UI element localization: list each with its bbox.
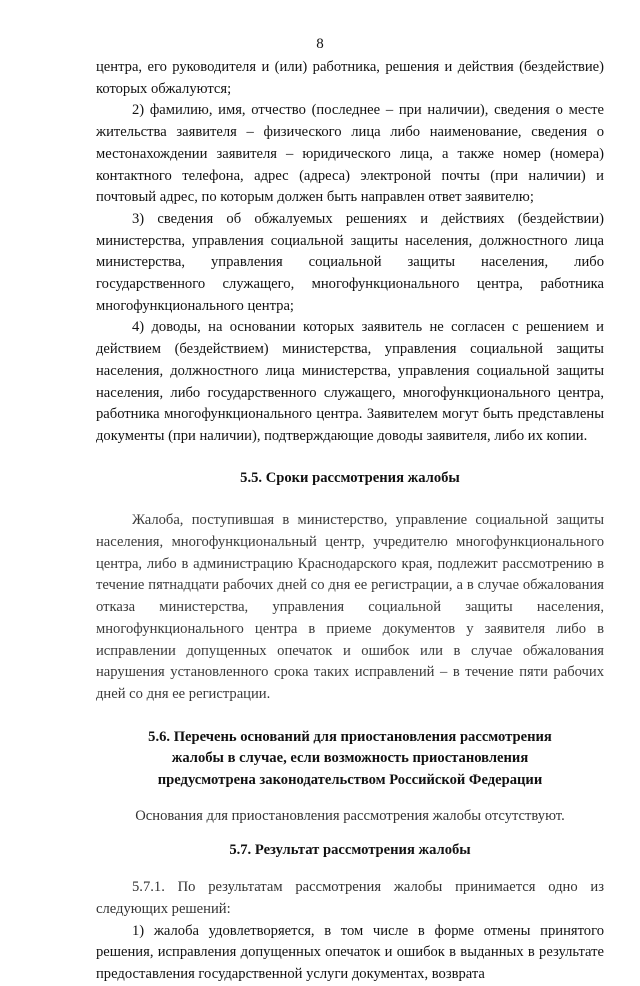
section-heading-5-6-line-1: 5.6. Перечень оснований для приостановления рассмотрения: [148, 728, 552, 745]
section-5-7-1-text: 5.7.1. По результатам рассмотрения жалобы принимается одно из следующих решений:: [96, 879, 604, 917]
paragraph-item-2: 2) фамилию, имя, отчество (последнее – при наличии), сведения о месте жительства заявителя – физического лица либо наименование, сведения о местонахождении заявителя – юридического лица, а также номер (номера) контактного телефона, адрес (адреса) электроной почты (при наличии) и почтовый адрес, по которым должен быть направлен ответ заявителю;: [96, 102, 604, 206]
paragraph-item-3: 3) сведения об обжалуемых решениях и действиях (бездействии) министерства, управления социальной защиты населения, должностного лица министерства, управления социальной защиты населения, либо государственного служащего, многофункционального центра, работника многофункционального центра;: [96, 210, 604, 314]
section-heading-5-6-line-3: предусмотрена законодательством Российской Федерации: [157, 772, 543, 789]
section-heading-5-6: [96, 727, 604, 792]
document-body: [96, 57, 604, 986]
section-5-5-text: Жалоба, поступившая в министерство, управление социальной защиты населения, многофункциональный центр, учредителю многофункционального центра, либо в администрацию Краснодарского края, подлежит рассмотрению в течение пятнадцати рабочих дней со дня ее регистрации, а в случае обжалования отказа министерства, управления социальной защиты населения, многофункционального центра в приеме документов у заявителя либо в исправлении допущенных опечаток и ошибок или в случае обжалования нарушения установленного срока таких исправлений – в течение пяти рабочих дней со дня ее регистрации.: [96, 512, 604, 702]
section-heading-5-7: 5.7. Результат рассмотрения жалобы: [229, 841, 471, 858]
paragraph-item-4: 4) доводы, на основании которых заявитель не согласен с решением и действием (бездействием) министерства, управления социальной защиты населения, должностного лица министерства, управления социальной защиты населения, либо государственного служащего, многофункционального центра, работника многофункционального центра. Заявителем могут быть представлены документы (при наличии), подтверждающие доводы заявителя, либо их копии.: [96, 319, 604, 444]
section-heading-5-6-line-2: жалобы в случае, если возможность приостановления: [171, 750, 529, 767]
section-heading-5-5: 5.5. Сроки рассмотрения жалобы: [240, 469, 460, 486]
section-5-7-item-1: 1) жалоба удовлетворяется, в том числе в форме отмены принятого решения, исправления допущенных опечаток и ошибок в выданных в результате предоставления государственной услуги документах, возврата: [96, 922, 604, 983]
section-5-6-text: Основания для приостановления рассмотрения жалобы отсутствуют.: [135, 807, 565, 824]
paragraph-continuation: центра, его руководителя и (или) работника, решения и действия (бездействие) которых обжалуются;: [96, 59, 604, 97]
page-number: 8: [316, 36, 324, 52]
